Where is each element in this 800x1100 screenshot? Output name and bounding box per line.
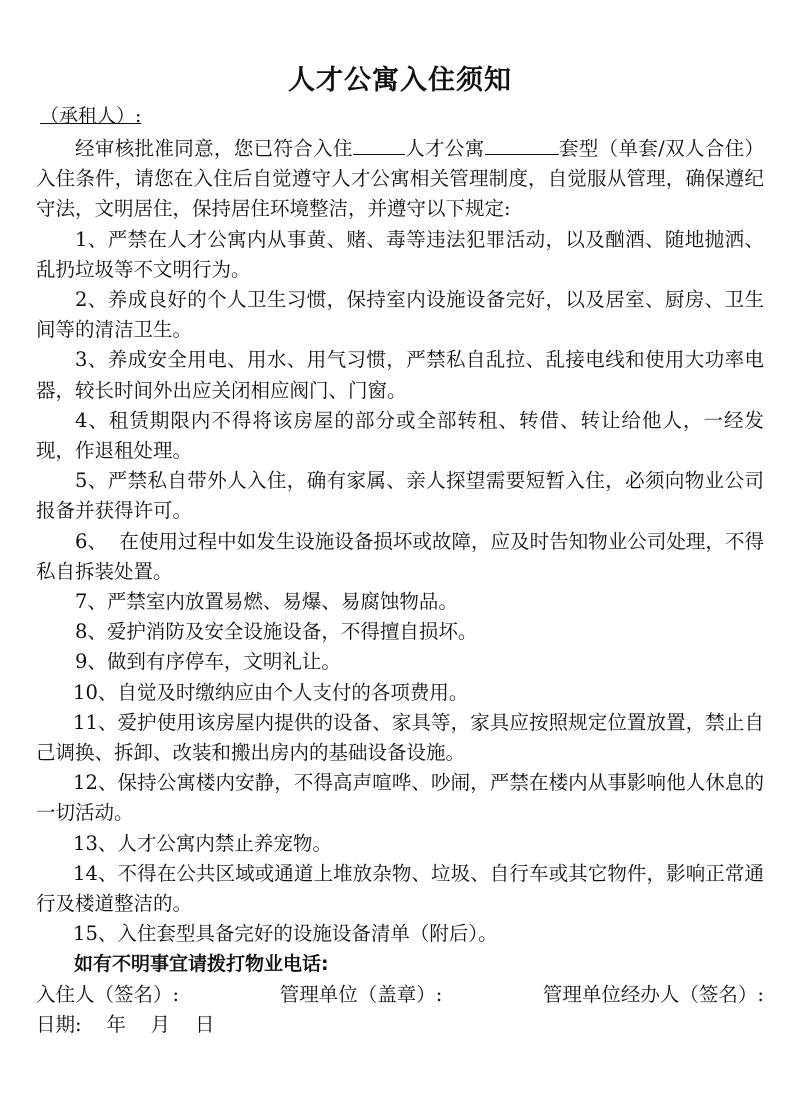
rule-item: 6、 在使用过程中如发生设施设备损坏或故障，应及时告知物业公司处理，不得私自拆装处置。 (36, 529, 764, 583)
rule-item: 14、不得在公共区域或通道上堆放杂物、垃圾、自行车或其它物件，影响正常通行及楼道整洁的。 (36, 861, 764, 916)
signature-row (36, 980, 764, 1010)
blank-apartment-name (353, 134, 405, 155)
intro-text-2: 人才公寓 (404, 137, 485, 160)
resident-signature-label: 入住人（签名）: (36, 982, 180, 1006)
intro-paragraph (36, 134, 764, 225)
rule-item: 10、自觉及时缴纳应由个人支付的各项费用。 (73, 680, 469, 704)
intro-text-1: 经审核批准同意，您已符合入住 (75, 137, 353, 160)
renter-label: （承租人）: (40, 105, 142, 127)
rule-item: 3、养成安全用电、用水、用气习惯，严禁私自乱拉、乱接电线和使用大功率电器，较长时间外出应关闭相应阀门、门窗。 (36, 348, 764, 402)
rule-item: 2、养成良好的个人卫生习惯，保持室内设施设备完好，以及居室、厨房、卫生间等的清洁卫生。 (36, 288, 764, 342)
rule-item: 1、严禁在人才公寓内从事黄、赌、毒等违法犯罪活动，以及酗酒、随地抛洒、乱扔垃圾等不文明行为。 (36, 227, 764, 281)
blank-unit-type (485, 134, 559, 155)
rule-item: 9、做到有序停车，文明礼让。 (75, 650, 341, 674)
management-seal-label: 管理单位（盖章）: (279, 982, 443, 1006)
handler-signature-label: 管理单位经办人（签名）: (542, 982, 764, 1006)
rule-item: 13、人才公寓内禁止养宠物。 (73, 831, 332, 855)
date-line: 日期: 年 月 日 (36, 1012, 215, 1036)
contact-line: 如有不明事宜请拨打物业电话: (74, 953, 329, 976)
document-title: 人才公寓入住须知 (288, 65, 512, 96)
rule-item: 7、严禁室内放置易燃、易爆、易腐蚀物品。 (75, 590, 458, 614)
rule-item: 15、入住套型具备完好的设施设备清单（附后）。 (73, 922, 498, 946)
intro-text-3: 套型（单套/双人合住）入住条件，请您在入住后自觉遵守人才公寓相关管理制度，自觉服从管理，确保遵纪守法，文明居住，保持居住环境整洁，并遵守以下规定: (36, 137, 764, 221)
rule-item: 8、爱护消防及安全设施设备，不得擅自损坏。 (75, 620, 478, 644)
rule-item: 11、爱护使用该房屋内提供的设备、家具等，家具应按照规定位置放置，禁止自己调换、拆卸、改装和搬出房内的基础设备设施。 (36, 710, 764, 765)
document-body (36, 134, 764, 1040)
rule-item: 4、租赁期限内不得将该房屋的部分或全部转租、转借、转让给他人，一经发现，作退租处理。 (36, 408, 764, 463)
rule-item: 5、严禁私自带外人入住，确有家属、亲人探望需要短暂入住，必须向物业公司报备并获得许可。 (36, 469, 764, 523)
rule-item: 12、保持公寓楼内安静，不得高声喧哗、吵闹，严禁在楼内从事影响他人休息的一切活动。 (36, 771, 764, 825)
